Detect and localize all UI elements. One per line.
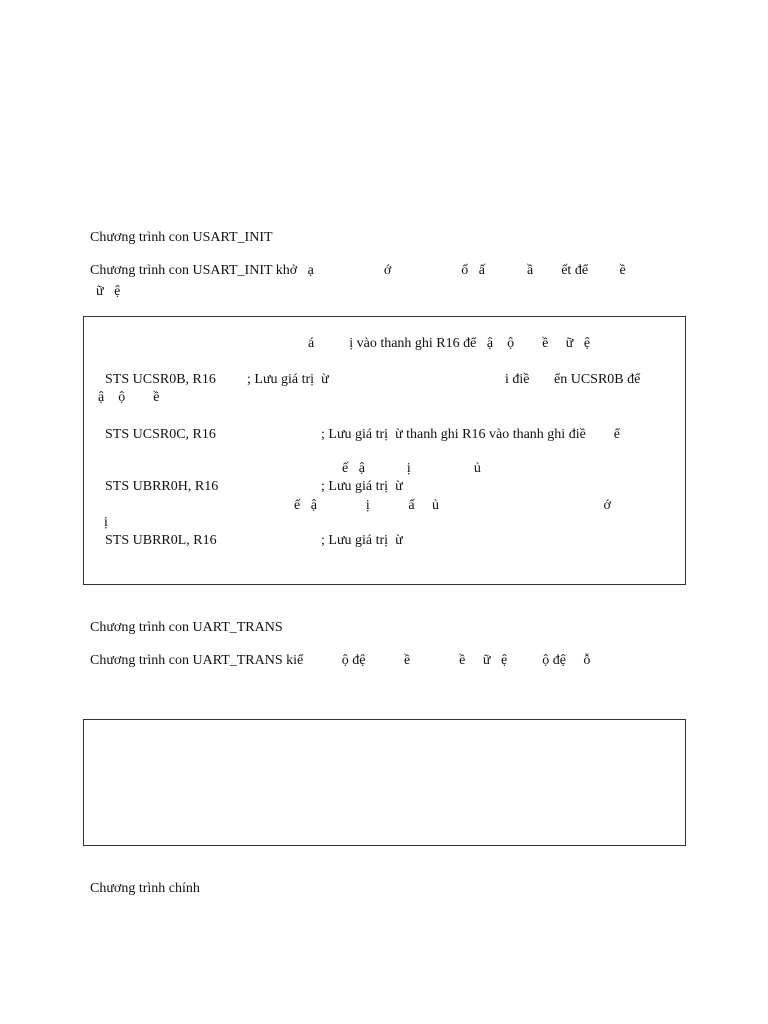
usart-init-heading: Chương trình con USART_INIT — [90, 230, 273, 245]
uart-trans-code-box — [83, 719, 686, 846]
code-ucsr0b-comment-tail: i điề ển UCSR0B để — [505, 372, 641, 387]
code-ubrr0l-instruction: STS UBRR0L, R16 — [105, 533, 217, 548]
code-ubrr0h-comment: ; Lưu giá trị ừ — [321, 479, 403, 494]
code-ubrr0h-preceding-line: ế ậ ị ủ — [342, 461, 481, 476]
code-ucsr0c-comment: ; Lưu giá trị ừ thanh ghi R16 vào thanh ghi điề ể — [321, 427, 621, 442]
usart-init-code-box — [83, 316, 686, 585]
code-ubrr0h-instruction: STS UBRR0H, R16 — [105, 479, 219, 494]
usart-init-description-line2: ữ ệ — [96, 284, 121, 299]
code-ucsr0b-instruction: STS UCSR0B, R16 — [105, 372, 216, 387]
usart-init-description-line1: Chương trình con USART_INIT khở ạ ớ ố ấ ầ ết để ề — [90, 263, 626, 278]
uart-trans-description: Chương trình con UART_TRANS kiể ộ đệ ề ề ữ ệ ộ đệ ỗ — [90, 653, 591, 668]
main-program-heading: Chương trình chính — [90, 881, 200, 896]
code-ucsr0b-comment: ; Lưu giá trị ừ — [247, 372, 329, 387]
code-ubrr0l-preceding-wrap: ị — [104, 515, 108, 530]
uart-trans-heading: Chương trình con UART_TRANS — [90, 620, 283, 635]
code-ucsr0b-comment-wrap: ậ ộ ề — [98, 390, 160, 405]
code-ubrr0l-preceding-line: ế ậ ị ấ ủ ớ — [294, 498, 611, 513]
code-ucsr0c-instruction: STS UCSR0C, R16 — [105, 427, 216, 442]
code-ubrr0l-comment: ; Lưu giá trị ừ — [321, 533, 403, 548]
code-intro-line: á ị vào thanh ghi R16 để ậ ộ ề ữ ệ — [308, 336, 591, 351]
